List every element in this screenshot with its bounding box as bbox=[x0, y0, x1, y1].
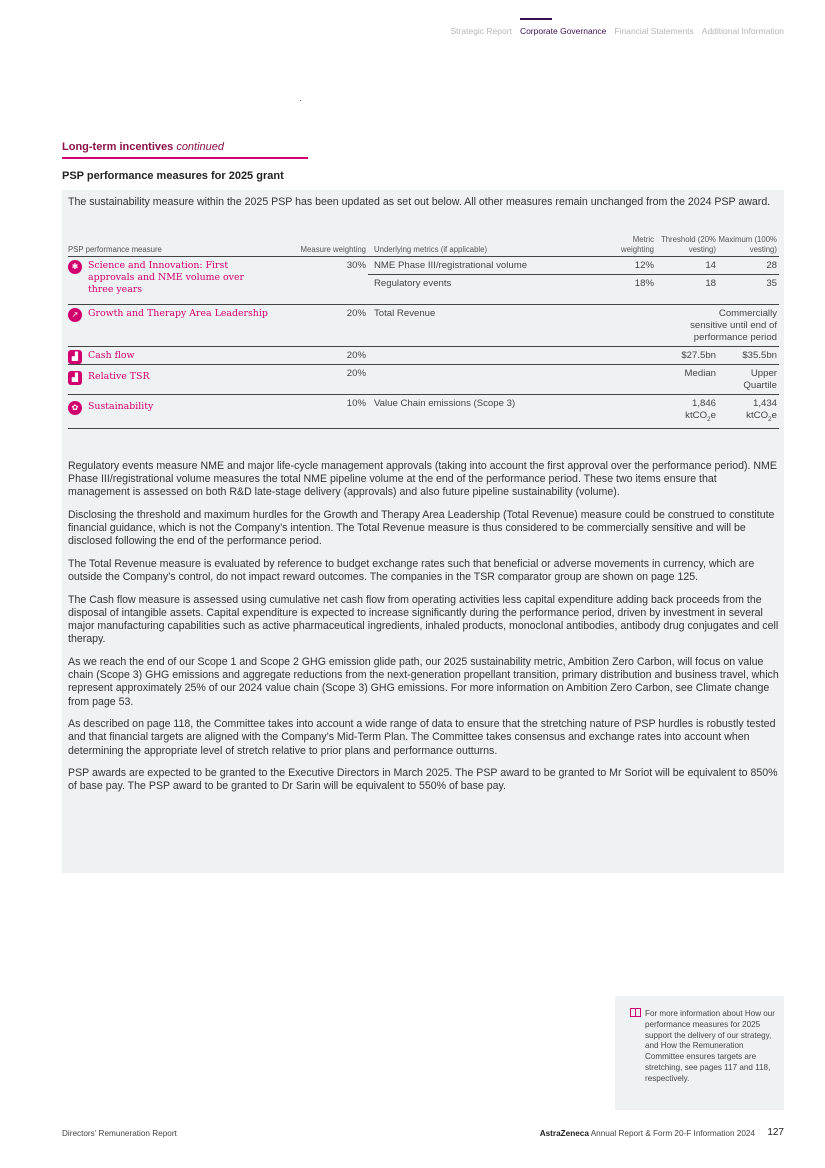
threshold-tsr: Median bbox=[656, 365, 718, 395]
info-box-text[interactable]: For more information about How our performance measures for 2025 support the delivery of our strategy, and How the Remuneration Committee ensures targets are stretching, see pages 117 and 118, respectively. bbox=[645, 1009, 776, 1083]
stray-dot bbox=[300, 100, 301, 101]
weighting-sustainability: 10% bbox=[272, 395, 368, 429]
paragraph-regulatory: Regulatory events measure NME and major life-cycle management approvals (taking into account the first approval over the performance period). NME Phase III/registrational volume measures the total NME pipeline volume at the end of the performance period. These two items ensure that management is assessed on both R&D late-stage delivery (approvals) and also future pipeline sustainability (volume). bbox=[68, 460, 777, 499]
metric-nme: NME Phase III/registrational volume bbox=[368, 257, 604, 275]
measure-cash bbox=[68, 350, 270, 362]
table-header-row bbox=[68, 235, 779, 257]
paragraph-awards: PSP awards are expected to be granted to the Executive Directors in March 2025. The PSP award to be granted to Mr Soriot will be equivalent to 850% of base pay. The PSP award to be granted to Dr Sarin will be equivalent to 550% of base pay. bbox=[68, 767, 778, 793]
unit-suffix-1: e bbox=[710, 410, 716, 421]
max-tsr: Upper Quartile bbox=[718, 365, 779, 395]
table-row-growth bbox=[68, 305, 779, 347]
unit-suffix-2: e bbox=[771, 410, 777, 421]
threshold-regulatory: 18 bbox=[656, 275, 718, 305]
measure-science-label: Science and Innovation: First approvals and NME volume over three years bbox=[88, 260, 244, 295]
unit-sub-2: 2 bbox=[768, 415, 772, 423]
section-title-text: Long-term incentives bbox=[62, 141, 174, 153]
unit-maximum bbox=[746, 410, 777, 421]
paragraph-disclosure: Disclosing the threshold and maximum hurdles for the Growth and Therapy Area Leadership (Total Revenue) measure could be construed to constitute financial guidance, which is not the Company’s intention. The Total Revenue measure is thus considered to be commercially sensitive and will be disclosed following the end of the performance period. bbox=[68, 509, 775, 548]
metric-scope3: Value Chain emissions (Scope 3) bbox=[368, 395, 604, 429]
table-row-sustainability bbox=[68, 395, 779, 429]
weighting-tsr: 20% bbox=[272, 365, 368, 395]
measure-tsr bbox=[68, 371, 270, 383]
header-threshold: Threshold (20% vesting) bbox=[656, 235, 718, 257]
header-underlying: Underlying metrics (if applicable) bbox=[368, 235, 604, 257]
max-cash: $35.5bn bbox=[718, 347, 779, 365]
weighting-cash: 20% bbox=[272, 347, 368, 365]
max-sustainability bbox=[718, 395, 779, 429]
threshold-sustainability-value: 1,846 bbox=[691, 398, 716, 409]
info-box bbox=[615, 996, 784, 1110]
paragraph-committee: As described on page 118, the Committee takes into account a wide range of data to ensure that the stretching nature of PSP hurdles is robustly tested and that financial targets are aligned with the Company’s Mid-Term Plan. The Committee takes consensus and exchange rates into account when determining the appropriate level of stretch relative to prior plans and performance outturns. bbox=[68, 718, 776, 757]
threshold-sustainability bbox=[656, 395, 718, 429]
max-regulatory: 35 bbox=[718, 275, 779, 305]
footer-publication bbox=[540, 1129, 755, 1138]
cash-flow-icon: ▟ bbox=[68, 350, 82, 364]
mw-regulatory: 18% bbox=[604, 275, 656, 305]
metric-revenue: Total Revenue bbox=[368, 305, 604, 347]
book-icon bbox=[630, 1008, 641, 1017]
nav-additional-information[interactable]: Additional Information bbox=[701, 26, 784, 36]
measure-growth bbox=[68, 308, 270, 320]
measure-growth-label: Growth and Therapy Area Leadership bbox=[88, 308, 268, 319]
globe-leaf-icon: ✿ bbox=[68, 401, 82, 415]
measure-tsr-label: Relative TSR bbox=[88, 371, 150, 382]
header-maximum: Maximum (100% vesting) bbox=[718, 235, 779, 257]
section-title-suffix: continued bbox=[176, 141, 225, 153]
intro-text: The sustainability measure within the 2025 PSP has been updated as set out below. All other measures remain unchanged from the 2024 PSP award. bbox=[68, 196, 771, 208]
body-text bbox=[68, 460, 780, 803]
footer-report-name: Directors’ Remuneration Report bbox=[62, 1129, 177, 1138]
footer-publication-title: Annual Report & Form 20-F Information 2024 bbox=[590, 1129, 755, 1138]
weighting-science: 30% bbox=[272, 257, 368, 305]
flask-icon: ✱ bbox=[68, 260, 82, 274]
unit-prefix-1: ktCO bbox=[685, 410, 708, 421]
footer-brand: AstraZeneca bbox=[539, 1129, 589, 1138]
measure-cash-label: Cash flow bbox=[88, 350, 135, 361]
max-nme: 28 bbox=[718, 257, 779, 275]
max-sustainability-value: 1,434 bbox=[752, 398, 777, 409]
measure-sustainability-label: Sustainability bbox=[88, 401, 154, 412]
nav-corporate-governance[interactable]: Corporate Governance bbox=[519, 26, 607, 36]
table-row-cash bbox=[68, 347, 779, 365]
unit-sub-1: 2 bbox=[707, 415, 711, 423]
top-navigation bbox=[443, 26, 784, 36]
paragraph-sustainability: As we reach the end of our Scope 1 and Scope 2 GHG emission glide path, our 2025 sustainability metric, Ambition Zero Carbon, will focus on value chain (Scope 3) GHG emissions and aggregate reductions from the next-generation propellant transition, primary distribution and business travel, which represent approximately 25% of our 2024 value chain (Scope 3) GHG emissions. For more information on Ambition Zero Carbon, see Climate change from page 53. bbox=[68, 656, 779, 708]
content-panel bbox=[62, 190, 784, 873]
weighting-growth: 20% bbox=[272, 305, 368, 347]
revenue-note: Commercially sensitive until end of performance period bbox=[656, 305, 779, 347]
mw-nme: 12% bbox=[604, 257, 656, 275]
subsection-title: PSP performance measures for 2025 grant bbox=[62, 170, 284, 182]
measure-sustainability bbox=[68, 401, 270, 413]
header-weighting: Measure weighting bbox=[272, 235, 368, 257]
nav-financial-statements[interactable]: Financial Statements bbox=[614, 26, 694, 36]
growth-chart-icon: ↗ bbox=[68, 308, 82, 322]
section-rule bbox=[62, 157, 308, 159]
page-number: 127 bbox=[767, 1127, 784, 1138]
paragraph-cash-flow: The Cash flow measure is assessed using cumulative net cash flow from operating activities less capital expenditure adding back proceeds from the disposal of intangible assets. Capital expenditure is expected to increase significantly during the performance period, driven by investment in several major manufacturing capabilities such as active pharmaceutical ingredients, inhaled products, monoclonal antibodies, antibody drug conjugates and cell therapy. bbox=[68, 593, 779, 646]
paragraph-total-revenue: The Total Revenue measure is evaluated by reference to budget exchange rates such that beneficial or adverse movements in currency, which are outside the Company’s control, do not impact reward outcomes. The companies in the TSR comparator group are shown on page 125. bbox=[68, 558, 755, 584]
section-title bbox=[62, 141, 224, 153]
measure-science bbox=[68, 260, 270, 296]
psp-measures-table bbox=[68, 235, 779, 429]
threshold-cash: $27.5bn bbox=[656, 347, 718, 365]
metric-regulatory: Regulatory events bbox=[368, 275, 604, 305]
header-metric-weighting: Metric weighting bbox=[604, 235, 656, 257]
tsr-bar-icon: ▟ bbox=[68, 371, 82, 385]
table-row-science bbox=[68, 257, 779, 275]
header-measure: PSP performance measure bbox=[68, 235, 272, 257]
threshold-nme: 14 bbox=[656, 257, 718, 275]
nav-strategic-report[interactable]: Strategic Report bbox=[450, 26, 512, 36]
table-row-tsr bbox=[68, 365, 779, 395]
unit-threshold bbox=[685, 410, 716, 421]
unit-prefix-2: ktCO bbox=[746, 410, 769, 421]
